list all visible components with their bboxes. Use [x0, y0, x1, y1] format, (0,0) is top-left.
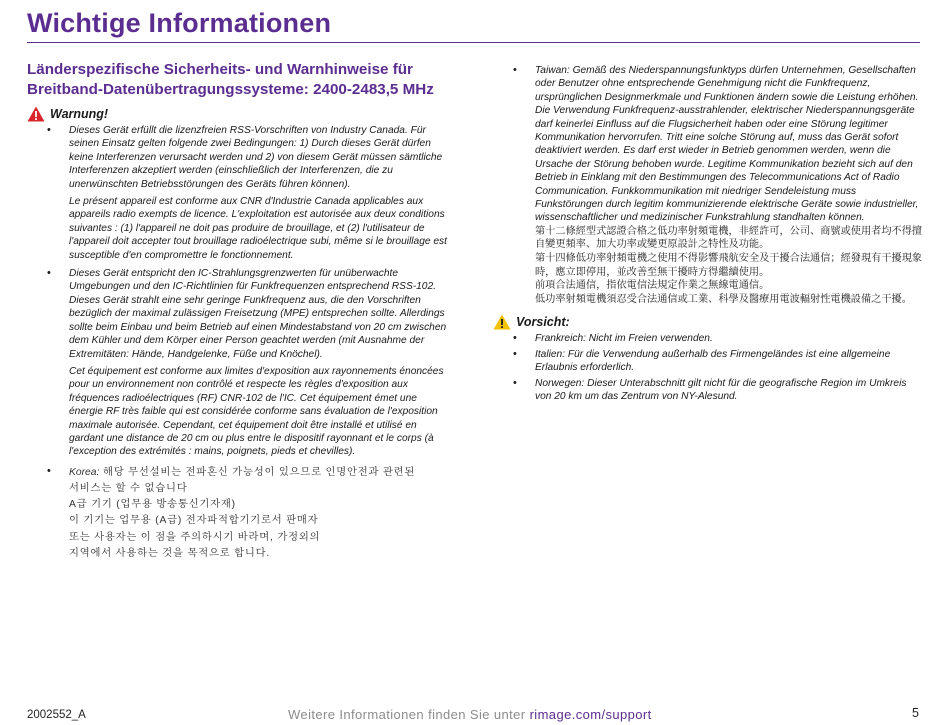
taiwan-zh: 第十二條經型式認證合格之低功率射頻電機，非經許可，公司、商號或使用者均不得擅自變更頻率、加大功率或變更原設計之特性及功能。 [535, 225, 923, 251]
taiwan-de: • Taiwan: Gemäß des Niederspannungsfunktyps dürfen Unternehmen, Gesellschaften oder Benutzer ohne entsprechende Genehmigung nicht die Funkfrequenz, ursprünglichen Designmerkmale und Funktionen ändern sowie die Leistung erhöhen. Die Verwendung Funkfrequenz-ausstrahlender, elektrischer Niederspannungsgeräte darf keinerlei Einfluss auf die Flugsicherheit haben oder eine Störung legitimer Kommunikation hervorrufen. Tritt eine solche Störung auf, muss das Gerät sofort deaktiviert werden. Es darf erst wieder in Betrieb genommen werden, wenn die Ursache der Störung behoben wurde. Legitime Kommunikation bezieht sich auf den Betrieb in Einklang mit den Bestimmungen des Telecommunications Act of Radio Communication. Funkkommunikation mit niedriger Sendeleistung muss Funkstörungen durch legitim kommunizierende elektrische Geräte sowie industrieller, wissenschaftlicher und medizinischer Funkstrahlung standhalten können. [535, 65, 919, 224]
footer-more-info [288, 707, 652, 722]
industry-canada-fr: Le présent appareil est conforme aux CNR d'Industrie Canada applicables aux appareils radio exempts de licence. L'exploitation est autorisée aux deux conditions suivantes : (1) l'appareil ne doit pas produire de brouillage, et (2) l'utilisateur de l'appareil doit accepter tout brouillage radioélectrique subi, même si le brouillage est susceptible d'en compromettre le fonctionnement. [69, 196, 447, 261]
korea-line: 이 기기는 업무용 (A급) 전자파적합기기로서 판매자 [69, 515, 319, 527]
list-item [493, 348, 923, 375]
section-title: Länderspezifische Sicherheits- und Warnhinweise für Breitband-Datenübertragungssysteme: 2400-2483,5 MHz [27, 61, 434, 98]
list-item [493, 377, 923, 404]
right-column [493, 64, 923, 403]
caution-item-norway: • Norwegen: Dieser Unterabschnitt gilt nicht für die geografische Region im Umkreis von 20 km um das Zentrum von NY-Alesund. [535, 377, 907, 403]
support-link[interactable]: rimage.com/support [529, 707, 652, 722]
caution-item-italy: • Italien: Für die Verwendung außerhalb des Firmengeländes ist eine allgemeine Erlaubnis erforderlich. [535, 348, 891, 374]
list-item [493, 64, 923, 306]
list-item [27, 465, 452, 562]
korea-line: 지역에서 사용하는 것을 목적으로 합니다. [69, 547, 270, 559]
taiwan-zh: 低功率射頻電機須忍受合法通信或工業、科學及醫療用電波輻射性電機設備之干擾。 [535, 293, 912, 305]
warning-triangle-icon [27, 106, 45, 122]
title-divider [27, 42, 920, 43]
korea-label: Korea: [69, 466, 100, 478]
footer-text: Weitere Informationen finden Sie unter [288, 707, 526, 722]
korea-notice [69, 465, 452, 562]
warning-list [27, 124, 452, 562]
warning-heading [27, 106, 452, 122]
caution-label: Vorsicht: [516, 315, 570, 330]
taiwan-zh: 前項合法通信，指依電信法規定作業之無線電通信。 [535, 280, 770, 292]
caution-list [493, 332, 923, 403]
list-item [493, 332, 923, 345]
caution-heading [493, 314, 923, 330]
list-item [27, 267, 452, 459]
caution-item-france: • Frankreich: Nicht im Freien verwenden. [535, 333, 713, 345]
korea-line: 또는 사용자는 이 점을 주의하시기 바라며, 가정외의 [69, 531, 321, 543]
korea-line: 해당 무선설비는 전파혼신 가능성이 있으므로 인명안전과 관련된 [103, 466, 416, 478]
page-title: Wichtige Informationen [27, 8, 332, 38]
rf-exposure-de: • Dieses Gerät entspricht den IC-Strahlungsgrenzwerten für unüberwachte Umgebungen und den IC-Richtlinien für Funkfrequenzen entsprechend RSS-102. Dieses Gerät strahlt eine sehr geringe Funkfrequenz aus, die den Vorschriften bezüglich der maximal zulässigen Freisetzung (MPE) entsprechen sollte. Allerdings sollte beim Einbau und beim Betrieb auf einen Mindestabstand von 20 cm zwischen dem Kühler und dem Körper einer Person geachtet werden (mit Ausnahme der Extremitäten: Hände, Handgelenke, Füße und Knöchel). [69, 268, 447, 360]
warning-label: Warnung! [50, 107, 109, 121]
page-number: 5 [912, 706, 919, 720]
left-column [27, 60, 452, 562]
document-code: 2002552_A [27, 709, 86, 721]
korea-line: 서비스는 할 수 없습니다 [69, 482, 188, 494]
korea-line: A급 기기 (업무용 방송통신기자재) [69, 499, 236, 511]
rf-exposure-fr: Cet équipement est conforme aux limites d'exposition aux rayonnements énoncées pour un environnement non contrôlé et respecte les règles d'exposition aux fréquences radioélectriques (RF) CNR-102 de l'IC. Cet équipement émet une énergie RF très faible qui est considérée conforme sans évaluation de l'exposition maximale autorisée. Cependant, cet équipement doit être installé et utilisé en gardant une distance de 20 cm ou plus entre le dispositif rayonnant et le corps (à l'exception des extrémités : mains, poignets, pieds et chevilles). [69, 365, 444, 458]
taiwan-zh: 第十四條低功率射頻電機之使用不得影響飛航安全及干擾合法通信；經發現有干擾現象時，應立即停用，並改善至無干擾時方得繼續使用。 [535, 253, 923, 278]
industry-canada-de: • Dieses Gerät erfüllt die lizenzfreien RSS-Vorschriften von Industry Canada. Für seinen Einsatz gelten folgende zwei Bedingungen: 1) Durch dieses Gerät dürfen keine Interferenzen verursacht werden und 2) von diesem Gerät müssen sämtliche Interferenzen akzeptiert werden (einschließlich der Interferenzen, die zu unerwünschten Betriebsstörungen des Geräts führen können). [69, 125, 443, 190]
caution-triangle-icon [493, 314, 511, 330]
taiwan-list [493, 64, 923, 306]
list-item [27, 124, 452, 262]
